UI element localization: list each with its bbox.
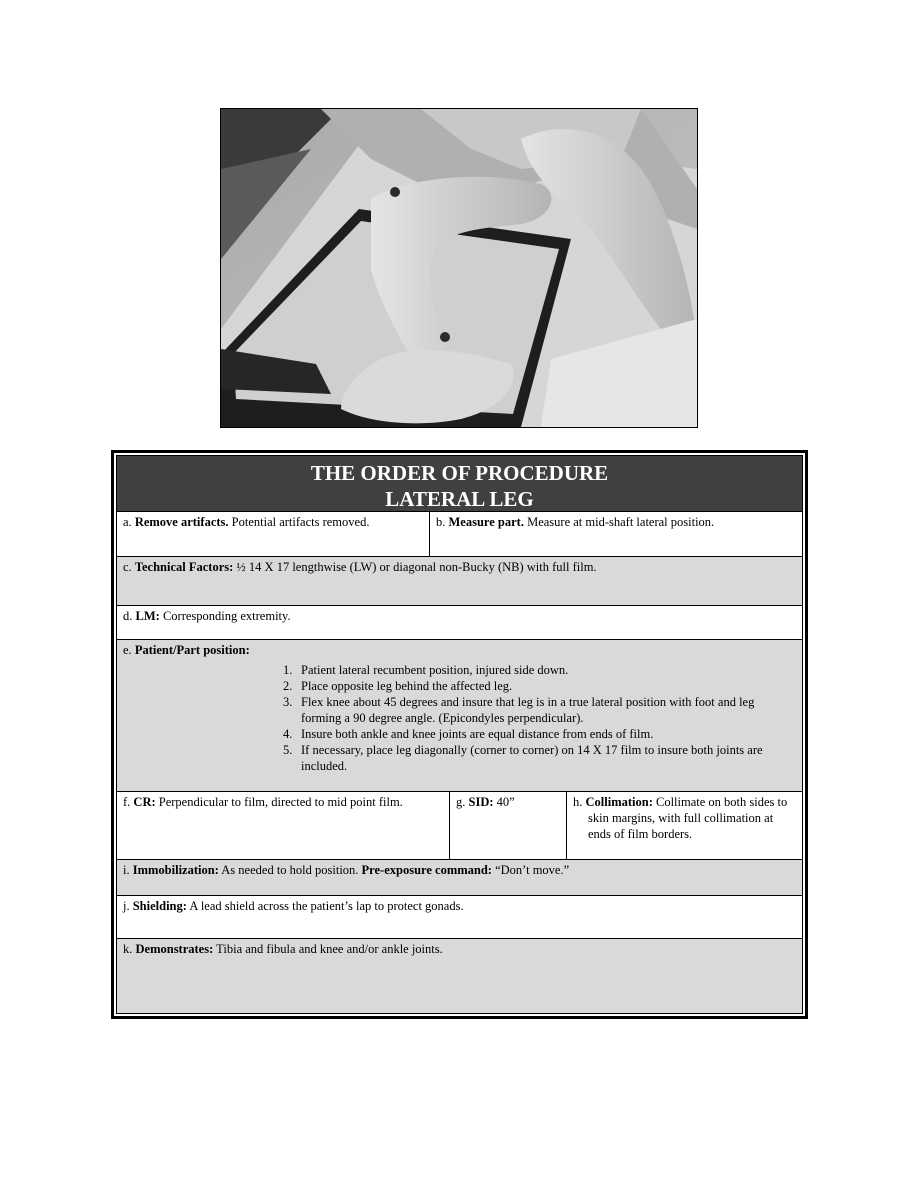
cell-technical-factors [117,557,802,605]
step-number: 3. [283,695,293,709]
item-letter: k. [123,942,133,956]
step-text: Place opposite leg behind the affected leg. [301,679,513,693]
item-letter: g. [456,795,466,809]
step-text: If necessary, place leg diagonally (corner to corner) on 14 X 17 film to insure both joints are included. [301,743,763,773]
item-label: CR: [133,795,156,809]
item-label: Patient/Part position: [134,643,250,657]
position-step [283,726,796,742]
cell-patient-part-position [117,640,802,791]
item-text: Tibia and fibula and knee and/or ankle joints. [216,942,443,956]
item-text: Collimate on both sides to skin margins, with full collimation at ends of film borders. [588,795,788,841]
item-letter: c. [123,560,132,574]
item-letter: b. [436,515,446,529]
procedure-title [117,456,802,512]
procedure-title-line2: LATERAL LEG [385,487,534,511]
item-label: Remove artifacts. [134,515,229,529]
step-number: 2. [283,679,293,693]
item-text-secondary: “Don’t move.” [495,863,570,877]
item-label: Immobilization: [132,863,219,877]
cell-immobilization [117,860,802,895]
item-letter: i. [123,863,130,877]
item-text: A lead shield across the patient’s lap to protect gonads. [189,899,464,913]
cell-demonstrates [117,939,802,1013]
item-letter: d. [123,609,133,623]
cell-cr [117,792,449,859]
row-technical-factors [117,557,802,606]
item-text: Perpendicular to film, directed to mid point film. [158,795,403,809]
step-text: Patient lateral recumbent position, injured side down. [301,663,569,677]
position-step [283,742,796,774]
cell-measure-part [429,512,802,556]
item-label: Collimation: [585,795,653,809]
step-text: Insure both ankle and knee joints are equal distance from ends of film. [301,727,654,741]
cell-shielding [117,896,802,938]
position-steps-list [123,662,796,774]
cell-remove-artifacts [117,512,429,556]
positioning-photo-illustration [221,109,697,427]
row-cr-sid-collimation [117,792,802,860]
item-text: Measure at mid-shaft lateral position. [527,515,715,529]
step-number: 1. [283,663,293,677]
row-lm [117,606,802,640]
item-label: LM: [135,609,160,623]
position-step [283,694,796,726]
item-label: Demonstrates: [135,942,214,956]
item-label-secondary: Pre-exposure command: [361,863,492,877]
procedure-table [111,450,808,1019]
row-immobilization [117,860,802,896]
item-label: Measure part. [448,515,524,529]
step-number: 4. [283,727,293,741]
item-text: ½ 14 X 17 lengthwise (LW) or diagonal non-Bucky (NB) with full film. [236,560,597,574]
item-letter: a. [123,515,132,529]
cell-collimation [566,792,802,859]
step-number: 5. [283,743,293,757]
item-text: 40” [496,795,515,809]
positioning-photo [220,108,698,428]
item-label: Technical Factors: [134,560,234,574]
item-text: Corresponding extremity. [162,609,291,623]
item-text: Potential artifacts removed. [231,515,370,529]
item-text: As needed to hold position. [221,863,359,877]
cell-sid [449,792,566,859]
row-patient-part-position [117,640,802,792]
position-step [283,662,796,678]
row-artifacts-measure [117,512,802,557]
item-label: SID: [468,795,494,809]
procedure-table-inner [116,455,803,1014]
step-text: Flex knee about 45 degrees and insure that leg is in a true lateral position with foot and leg forming a 90 degree angle. (Epicondyles perpendicular). [301,695,755,725]
item-letter: h. [573,795,583,809]
item-letter: f. [123,795,131,809]
item-letter: j. [123,899,130,913]
procedure-title-line1: THE ORDER OF PROCEDURE [310,461,609,485]
item-label: Shielding: [132,899,187,913]
row-demonstrates [117,939,802,1013]
row-shielding [117,896,802,939]
item-letter: e. [123,643,132,657]
position-step [283,678,796,694]
cell-lm [117,606,802,639]
